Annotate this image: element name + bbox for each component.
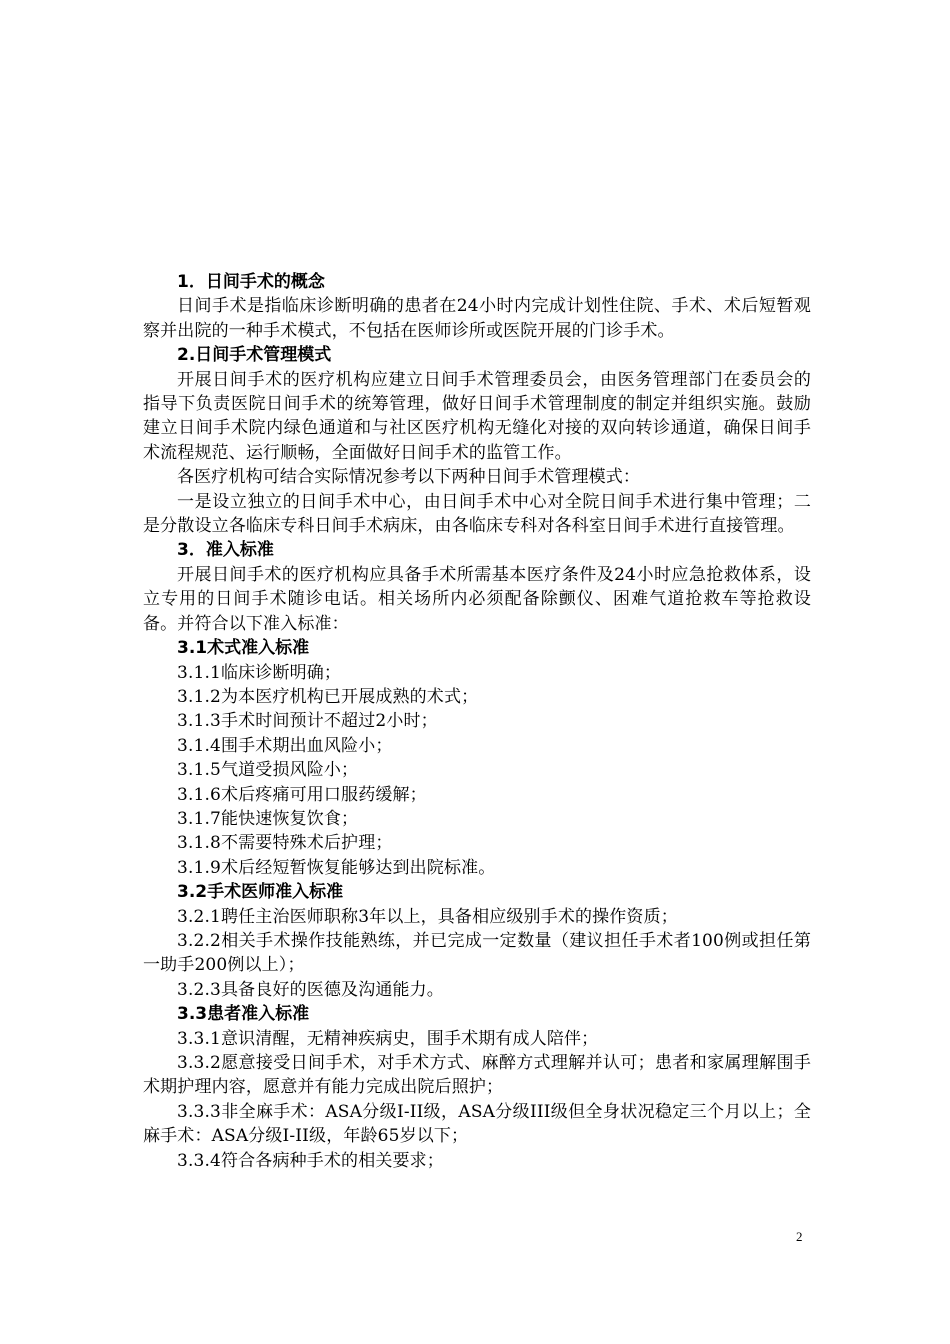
section-heading-1: 1．日间手术的概念 (177, 272, 325, 292)
list-item: 3.3.3非全麻手术：ASA分级I-II级，ASA分级III级但全身状况稳定三个月以上；全麻手术：ASA分级I-II级，年龄65岁以下； (143, 1101, 811, 1147)
paragraph: 日间手术是指临床诊断明确的患者在24小时内完成计划性住院、手术、术后短暂观察并出院的一种手术模式，不包括在医师诊所或医院开展的门诊手术。 (143, 296, 811, 341)
subsection-heading-3-1: 3.1术式准入标准 (177, 638, 310, 659)
section-heading-3: 3．准入标准 (177, 540, 274, 561)
list-item: 3.1.5气道受损风险小； (177, 760, 359, 781)
list-item: 3.1.6术后疼痛可用口服药缓解； (177, 784, 427, 805)
list-item: 3.1.9术后经短暂恢复能够达到出院标准。 (177, 857, 496, 878)
list-item: 3.1.2为本医疗机构已开展成熟的术式； (177, 686, 479, 707)
list-item: 3.1.8不需要特殊术后护理； (177, 833, 393, 854)
list-item: 3.2.1聘任主治医师职称3年以上，具备相应级别手术的操作资质； (177, 906, 678, 927)
paragraph: 一是设立独立的日间手术中心，由日间手术中心对全院日间手术进行集中管理；二是分散设立各临床专科日间手术病床，由各临床专科对各科室日间手术进行直接管理。 (143, 491, 811, 537)
subsection-heading-3-2: 3.2手术医师准入标准 (177, 882, 344, 903)
list-item: 3.3.4符合各病种手术的相关要求； (177, 1150, 444, 1171)
list-item: 3.2.2相关手术操作技能熟练，并已完成一定数量（建议担任手术者100例或担任第一助手200例以上）； (143, 930, 811, 976)
section-heading-2: 2.日间手术管理模式 (177, 345, 332, 366)
list-item: 3.1.3手术时间预计不超过2小时； (177, 711, 438, 732)
list-item: 3.3.1意识清醒，无精神疾病史，围手术期有成人陪伴； (177, 1028, 599, 1049)
subsection-heading-3-3: 3.3患者准入标准 (177, 1004, 310, 1025)
list-item: 3.1.7能快速恢复饮食； (177, 808, 359, 829)
paragraph: 开展日间手术的医疗机构应建立日间手术管理委员会，由医务管理部门在委员会的指导下负责医院日间手术的统筹管理，做好日间手术管理制度的制定并组织实施。鼓励建立日间手术院内绿色通道和与社区医疗机构无缝化对接的双向转诊通道，确保日间手术流程规范、运行顺畅，全面做好日间手术的监管工作。 (143, 369, 811, 463)
list-item: 3.3.2愿意接受日间手术，对手术方式、麻醉方式理解并认可；患者和家属理解围手术期护理内容，愿意并有能力完成出院后照护； (143, 1053, 811, 1098)
list-item: 3.1.1临床诊断明确； (177, 662, 342, 683)
paragraph: 各医疗机构可结合实际情况参考以下两种日间手术管理模式： (177, 467, 641, 488)
document-body (143, 270, 811, 1173)
list-item: 3.1.4围手术期出血风险小； (177, 735, 393, 756)
paragraph: 开展日间手术的医疗机构应具备手术所需基本医疗条件及24小时应急抢救体系，设立专用的日间手术随诊电话。相关场所内必须配备除颤仪、困难气道抢救车等抢救设备。并符合以下准入标准： (143, 564, 811, 634)
list-item: 3.2.3具备良好的医德及沟通能力。 (177, 979, 444, 1000)
page-number: 2 (796, 1229, 803, 1244)
